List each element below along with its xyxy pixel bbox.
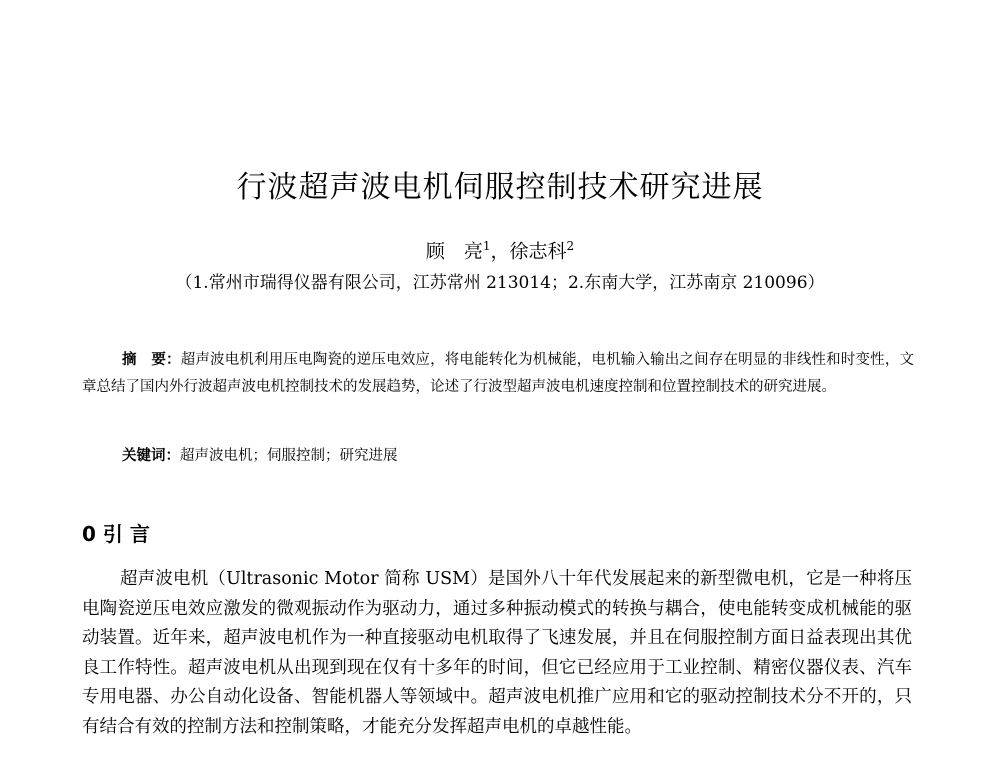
- keywords-label: 关键词：: [122, 448, 180, 464]
- affiliations: （1.常州市瑞得仪器有限公司，江苏常州 213014；2.东南大学，江苏南京 210096）: [175, 273, 825, 293]
- author-line: [0, 233, 1000, 264]
- author-name: 顾 亮: [425, 240, 483, 263]
- abstract-label: 摘 要：: [122, 352, 181, 368]
- body-paragraph: 超声波电机（Ultrasonic Motor 简称 USM）是国外八十年代发展起来的新型微电机，它是一种将压电陶瓷逆压电效应激发的微观振动作为驱动力，通过多种振动模式的转换与耦合，使电能转变成机械能的驱动装置。近年来，超声波电机作为一种直接驱动电机取得了飞速发展，并且在伺服控制方面日益表现出其优良工作特性。超声波电机从出现到现在仅有十多年的时间，但它已经应用于工业控制、精密仪器仪表、汽车专用电器、办公自动化设备、智能机器人等领域中。超声波电机推广应用和它的驱动控制技术分不开的，只有结合有效的控制方法和控制策略，才能充分发挥超声电机的卓越性能。: [82, 569, 912, 737]
- section-heading: [82, 519, 150, 549]
- paper-title: 行波超声波电机伺服控制技术研究进展: [236, 170, 764, 205]
- keywords: [122, 443, 398, 470]
- section-number: 0: [82, 522, 96, 546]
- author-separator: ，: [490, 240, 510, 263]
- abstract-text: 超声波电机利用压电陶瓷的逆压电效应，将电能转化为机械能，电机输入输出之间存在明显的非线性和时变性，文章总结了国内外行波超声波电机控制技术的发展趋势，论述了行波型超声波电机速度控制和位置控制技术的研究进展。: [82, 352, 915, 395]
- keywords-text: 超声波电机；伺服控制；研究进展: [180, 448, 398, 464]
- section-title: 引 言: [102, 522, 150, 546]
- abstract: [82, 347, 914, 401]
- affiliation-mark: 2: [566, 239, 575, 253]
- affiliation-mark: 1: [482, 239, 491, 253]
- author-name: 徐志科: [509, 240, 567, 263]
